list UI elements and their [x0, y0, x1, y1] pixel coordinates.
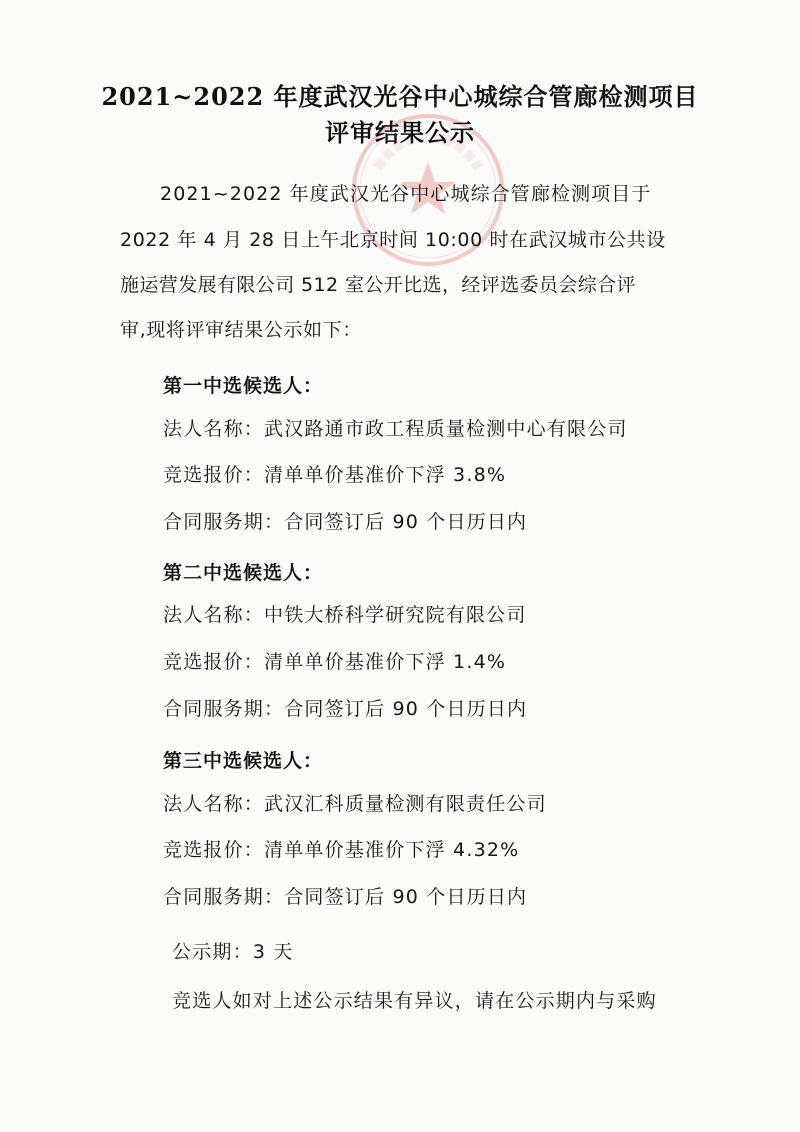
candidate-3-period-label: 合同服务期： [163, 886, 285, 908]
candidate-3-period-line [163, 882, 527, 909]
candidate-1-price-line [163, 460, 506, 487]
notice-period-value: 3 天 [252, 941, 294, 963]
candidate-3-heading: 第三中选候选人： [163, 750, 324, 772]
candidate-3-period-value: 合同签订后 90 个日历日内 [284, 886, 528, 908]
candidate-2-name-value: 中铁大桥科学研究院有限公司 [264, 604, 527, 626]
candidate-1-price-value: 清单单价基准价下浮 3.8% [264, 464, 507, 486]
candidate-2-heading: 第二中选候选人： [163, 562, 324, 584]
candidate-2-name-line [163, 600, 527, 627]
candidate-1-heading: 第一中选候选人： [163, 375, 324, 397]
candidate-1-period-value: 合同签订后 90 个日历日内 [284, 511, 528, 533]
candidate-2-price-value: 清单单价基准价下浮 1.4% [264, 651, 507, 673]
candidate-1-period-line [163, 507, 527, 534]
candidate-1-name-label: 法人名称： [163, 418, 265, 440]
document-title-line-2: 评审结果公示 [325, 118, 475, 147]
intro-paragraph-line-1: 2021~2022 年度武汉光谷中心城综合管廊检测项目于 [160, 183, 652, 205]
candidate-1-name-line [163, 414, 628, 441]
candidate-1-period-label: 合同服务期： [163, 511, 285, 533]
candidate-2-period-label: 合同服务期： [163, 698, 285, 720]
candidate-2-price-line [163, 647, 506, 674]
intro-paragraph-line-4: 审,现将评审结果公示如下： [120, 319, 362, 341]
candidate-2-period-line [163, 694, 527, 721]
candidate-3-price-value: 清单单价基准价下浮 4.32% [264, 839, 520, 861]
notice-period-line [172, 937, 294, 964]
notice-period-label: 公示期： [172, 941, 253, 963]
candidate-2-price-label: 竞选报价： [163, 651, 265, 673]
candidate-3-name-label: 法人名称： [163, 793, 265, 815]
candidate-3-price-line [163, 835, 519, 862]
intro-paragraph-line-2: 2022 年 4 月 28 日上午北京时间 10:00 时在武汉城市公共设 [120, 229, 666, 251]
candidate-1-price-label: 竞选报价： [163, 464, 265, 486]
candidate-2-name-label: 法人名称： [163, 604, 265, 626]
candidate-3-name-line [163, 789, 547, 816]
candidate-2-period-value: 合同签订后 90 个日历日内 [284, 698, 528, 720]
intro-paragraph-line-3: 施运营发展有限公司 512 室公开比选，经评选委员会综合评 [120, 274, 636, 296]
candidate-3-price-label: 竞选报价： [163, 839, 265, 861]
candidate-1-name-value: 武汉路通市政工程质量检测中心有限公司 [264, 418, 628, 440]
objection-instruction-line: 竞选人如对上述公示结果有异议，请在公示期内与采购 [172, 990, 657, 1012]
candidate-3-name-value: 武汉汇科质量检测有限责任公司 [264, 793, 547, 815]
document-title-line-1: 2021~2022 年度武汉光谷中心城综合管廊检测项目 [101, 82, 699, 111]
